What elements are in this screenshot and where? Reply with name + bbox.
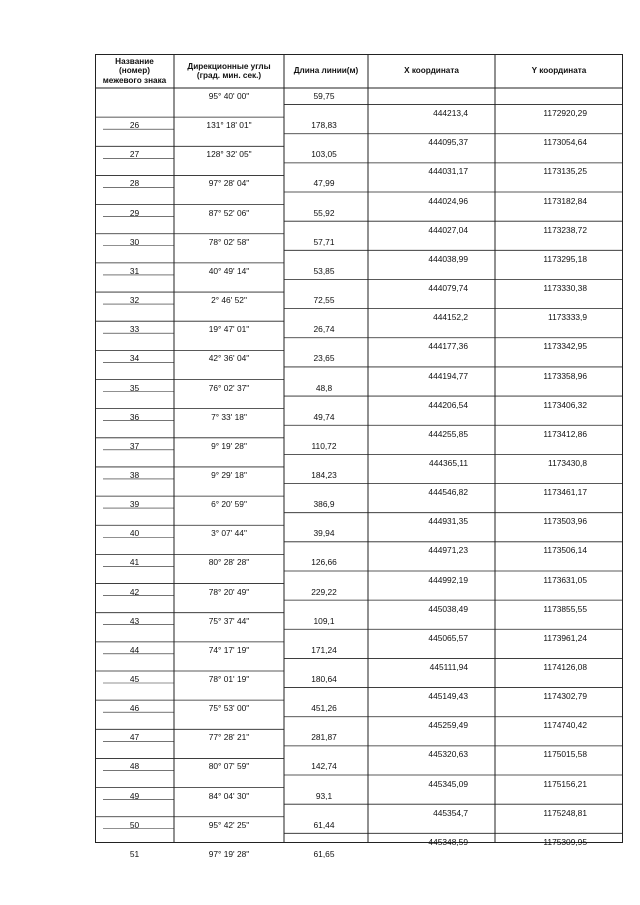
point-number: 42 (129, 586, 140, 597)
point-x: 444038,99 (428, 253, 468, 264)
point-y: 1173961,24 (543, 632, 587, 643)
segment-length: 126,66 (311, 557, 337, 568)
segment-length: 93,1 (315, 790, 333, 801)
segment-length: 386,9 (313, 499, 335, 510)
segment-length: 61,44 (313, 819, 335, 830)
segment-angle: 78° 01' 19" (208, 674, 250, 684)
point-number: 41 (129, 557, 140, 568)
point-x: 444194,77 (428, 370, 468, 381)
point-y: 1172920,29 (543, 108, 587, 119)
segment-angle: 77° 28' 21" (208, 732, 250, 743)
segment-length: 49,74 (313, 411, 335, 422)
point-number: 40 (129, 528, 140, 539)
point-y: 1173135,25 (543, 166, 587, 177)
segment-angle: 19° 47' 01" (208, 324, 250, 335)
segment-length: 23,65 (313, 353, 335, 364)
point-y: 1173412,86 (543, 428, 587, 439)
segment-length: 39,94 (313, 528, 335, 539)
point-y: 1173342,95 (543, 341, 587, 352)
header-x: X координата (404, 66, 459, 76)
point-y: 1173054,64 (543, 137, 587, 148)
segment-length: 110,72 (311, 440, 337, 451)
segment-length: 47,99 (313, 178, 335, 189)
point-x: 445354,7 (433, 807, 468, 818)
header-number: Название (номер) межевого знака (102, 56, 167, 85)
segment-length: 61,65 (313, 848, 335, 859)
segment-angle: 87° 52' 06" (208, 207, 250, 218)
segment-length: 142,74 (311, 761, 337, 772)
point-number: 48 (129, 761, 140, 772)
header-length: Длина линии(м) (293, 66, 359, 76)
point-y: 1173358,96 (543, 370, 587, 381)
point-number: 35 (129, 382, 140, 393)
segment-length: 53,85 (313, 265, 335, 276)
point-number: 38 (129, 469, 140, 480)
segment-angle: 3° 07' 44" (211, 528, 247, 539)
point-x: 444992,19 (428, 574, 468, 585)
point-x: 444546,82 (428, 487, 468, 498)
point-y: 1173430,8 (548, 457, 587, 468)
point-number: 44 (129, 644, 140, 655)
point-number: 43 (129, 615, 140, 626)
point-y: 1174740,42 (543, 720, 587, 731)
point-y: 1174302,79 (543, 691, 587, 702)
point-x: 444177,36 (428, 341, 468, 352)
point-x: 444024,96 (428, 195, 468, 206)
point-y: 1175015,58 (543, 749, 587, 760)
point-number: 30 (129, 236, 140, 247)
segment-length: 26,74 (313, 324, 335, 335)
point-x: 445111,94 (429, 662, 468, 672)
point-x: 444031,17 (428, 166, 468, 177)
segment-angle: 95° 42' 25" (208, 819, 250, 830)
segment-angle: 80° 07' 59" (208, 761, 250, 772)
segment-angle: 76° 02' 37" (208, 382, 250, 393)
point-y: 1173503,96 (543, 516, 587, 527)
point-y: 1173461,17 (543, 487, 587, 498)
point-x: 445345,09 (428, 778, 468, 789)
point-number: 51 (129, 848, 140, 859)
segment-angle: 75° 53' 00" (208, 703, 250, 714)
segment-length: 229,22 (311, 586, 337, 597)
segment-angle: 42° 36' 04" (208, 353, 250, 364)
segment-angle: 7° 33' 18" (211, 411, 247, 422)
point-x: 444213,4 (433, 108, 468, 119)
point-y: 1175309,95 (543, 836, 587, 847)
point-x: 444931,35 (428, 516, 468, 527)
header-angle: Дирекционные углы (град. мин. сек.) (187, 61, 271, 80)
segment-length: 451,26 (311, 703, 337, 714)
segment-length: 178,83 (311, 120, 337, 131)
point-x: 444971,23 (428, 545, 468, 556)
point-x: 444365,11 (429, 457, 468, 468)
segment-length: 72,55 (313, 295, 335, 306)
point-x: 444206,54 (428, 399, 468, 410)
point-number: 26 (129, 120, 140, 131)
segment-length: 171,24 (311, 644, 337, 655)
segment-angle: 95° 40' 00" (208, 91, 250, 101)
segment-length: 109,1 (313, 615, 335, 626)
point-y: 1175248,81 (543, 807, 587, 818)
point-number: 47 (129, 732, 140, 743)
point-number: 46 (129, 703, 140, 714)
segment-length: 57,71 (313, 236, 335, 247)
segment-length: 184,23 (311, 469, 337, 480)
segment-angle: 78° 02' 58" (208, 236, 250, 247)
header-y: Y координата (531, 66, 587, 76)
segment-angle: 80° 28' 28" (208, 557, 250, 568)
point-number: 37 (129, 440, 140, 451)
point-y: 1174126,08 (543, 662, 587, 672)
point-y: 1173333,9 (548, 312, 587, 323)
point-number: 49 (129, 790, 140, 801)
point-number: 50 (129, 819, 140, 830)
point-x: 445320,63 (428, 749, 468, 760)
point-x: 445149,43 (428, 691, 468, 702)
point-x: 445259,49 (428, 720, 468, 731)
segment-angle: 97° 19' 28" (208, 848, 250, 859)
segment-length: 59,75 (313, 91, 335, 101)
point-x: 445348,59 (428, 836, 468, 847)
point-number: 39 (129, 499, 140, 510)
point-y: 1173855,55 (543, 603, 587, 614)
point-x: 444079,74 (428, 283, 468, 294)
point-x: 444255,85 (428, 428, 468, 439)
point-number: 29 (129, 207, 140, 218)
segment-length: 55,92 (313, 207, 335, 218)
segment-angle: 84° 04' 30" (208, 790, 250, 801)
segment-angle: 128° 32' 05" (206, 149, 252, 160)
segment-angle: 74° 17' 19" (208, 644, 250, 655)
segment-angle: 78° 20' 49" (208, 586, 250, 597)
point-y: 1173506,14 (543, 545, 587, 556)
point-y: 1173631,05 (543, 574, 587, 585)
segment-length: 48,8 (315, 382, 333, 393)
segment-angle: 9° 29' 18" (211, 469, 247, 480)
segment-angle: 75° 37' 44" (208, 615, 250, 626)
point-y: 1173330,38 (543, 283, 587, 294)
point-number: 28 (129, 178, 140, 189)
point-number: 27 (129, 149, 140, 160)
point-number: 33 (129, 324, 140, 335)
point-number: 45 (129, 674, 140, 684)
segment-length: 281,87 (311, 732, 337, 743)
point-x: 445065,57 (428, 632, 468, 643)
point-y: 1173238,72 (543, 224, 587, 235)
point-number: 36 (129, 411, 140, 422)
segment-length: 103,05 (311, 149, 337, 160)
segment-length: 180,64 (311, 674, 337, 684)
point-x: 444027,04 (428, 224, 468, 235)
segment-angle: 97° 28' 04" (208, 178, 250, 189)
point-number: 34 (129, 353, 140, 364)
point-x: 444152,2 (433, 312, 468, 323)
point-y: 1175156,21 (543, 778, 587, 789)
point-x: 444095,37 (428, 137, 468, 148)
point-y: 1173182,84 (543, 195, 587, 206)
point-y: 1173295,18 (543, 253, 587, 264)
point-y: 1173406,32 (543, 399, 587, 410)
coordinates-table (95, 54, 623, 859)
segment-angle: 131° 18' 01" (206, 120, 252, 131)
segment-angle: 6° 20' 59" (211, 499, 247, 510)
segment-angle: 40° 49' 14" (208, 265, 250, 276)
segment-angle: 2° 46' 52" (211, 295, 247, 306)
point-number: 31 (129, 265, 140, 276)
point-number: 32 (129, 295, 140, 306)
segment-angle: 9° 19' 28" (211, 440, 247, 451)
point-x: 445038,49 (428, 603, 468, 614)
